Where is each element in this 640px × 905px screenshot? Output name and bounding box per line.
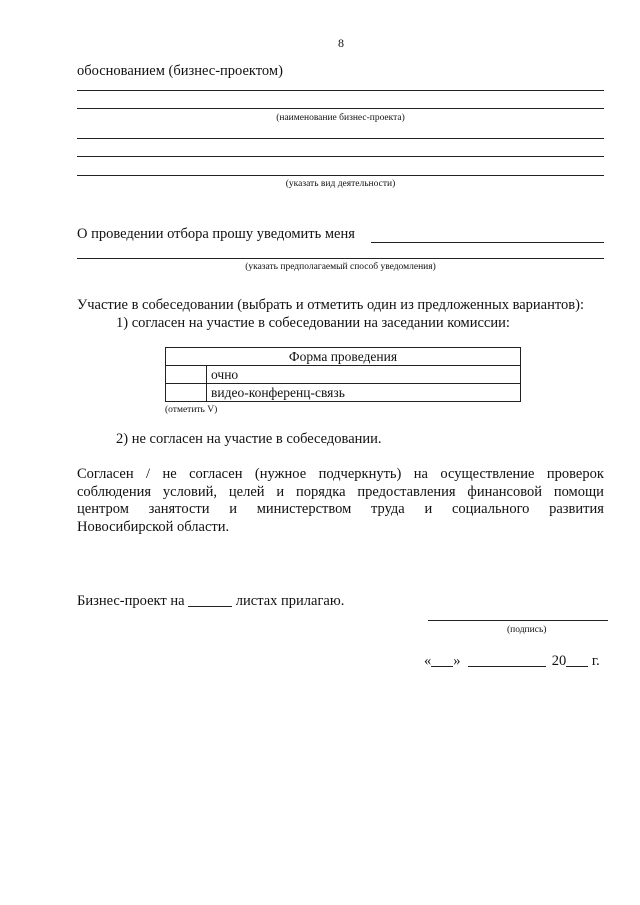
interview-form-table: [165, 347, 521, 402]
fill-line: [77, 138, 604, 139]
checkbox-cell-video[interactable]: [166, 384, 207, 402]
consent-line: центром занятости и министерством труда и социального развития: [77, 501, 604, 517]
consent-line-last: Новосибирской области.: [77, 518, 230, 535]
consent-line: соблюдения условий, целей и порядка предоставления финансовой помощи: [77, 483, 604, 500]
fill-line: [77, 108, 604, 109]
date-close-quote: »: [453, 653, 461, 669]
interview-heading: Участие в собеседовании (выбрать и отметить один из предложенных вариантов):: [77, 297, 584, 313]
justification-intro: обоснованием (бизнес-проектом): [77, 63, 283, 79]
date-day-field[interactable]: [431, 652, 453, 667]
date-year-field[interactable]: [566, 652, 588, 667]
date-line: [424, 652, 600, 670]
fill-line: [77, 90, 604, 91]
signature-line[interactable]: [428, 620, 608, 621]
page-number: 8: [338, 36, 344, 50]
date-year-suffix: г.: [591, 653, 600, 669]
notify-text: О проведении отбора прошу уведомить меня: [77, 226, 355, 242]
attachment-prefix: Бизнес-проект на: [77, 593, 185, 609]
attachment-line: [77, 592, 344, 610]
interview-option-decline: 2) не согласен на участие в собеседовании.: [116, 431, 382, 447]
fill-line: [77, 175, 604, 176]
mark-note: (отметить V): [165, 405, 218, 415]
notify-caption: (указать предполагаемый способ уведомления): [245, 262, 436, 272]
consent-paragraph: [77, 466, 604, 536]
interview-option-agree: 1) согласен на участие в собеседовании на заседании комиссии:: [116, 315, 510, 331]
checkbox-cell-in-person[interactable]: [166, 366, 207, 384]
sheet-count-field[interactable]: [188, 592, 232, 607]
signature-caption: (подпись): [507, 625, 547, 635]
date-year-prefix: 20: [551, 653, 567, 669]
business-project-caption: (наименование бизнес-проекта): [276, 113, 405, 123]
table-header-row: [166, 348, 521, 366]
form-option-in-person: очно: [207, 366, 521, 384]
attachment-suffix: листах прилагаю.: [235, 593, 345, 609]
notify-fill-line: [371, 242, 604, 243]
date-open-quote: «: [424, 653, 432, 669]
activity-caption: (указать вид деятельности): [285, 179, 396, 189]
table-row: [166, 384, 521, 402]
date-month-field[interactable]: [468, 652, 546, 667]
table-header: Форма проведения: [166, 348, 521, 366]
table-row: [166, 366, 521, 384]
consent-line: Согласен / не согласен (нужное подчеркнуть) на осуществление проверок: [77, 466, 604, 482]
form-option-video: видео-конференц-связь: [207, 384, 521, 402]
fill-line: [77, 258, 604, 259]
fill-line: [77, 156, 604, 157]
